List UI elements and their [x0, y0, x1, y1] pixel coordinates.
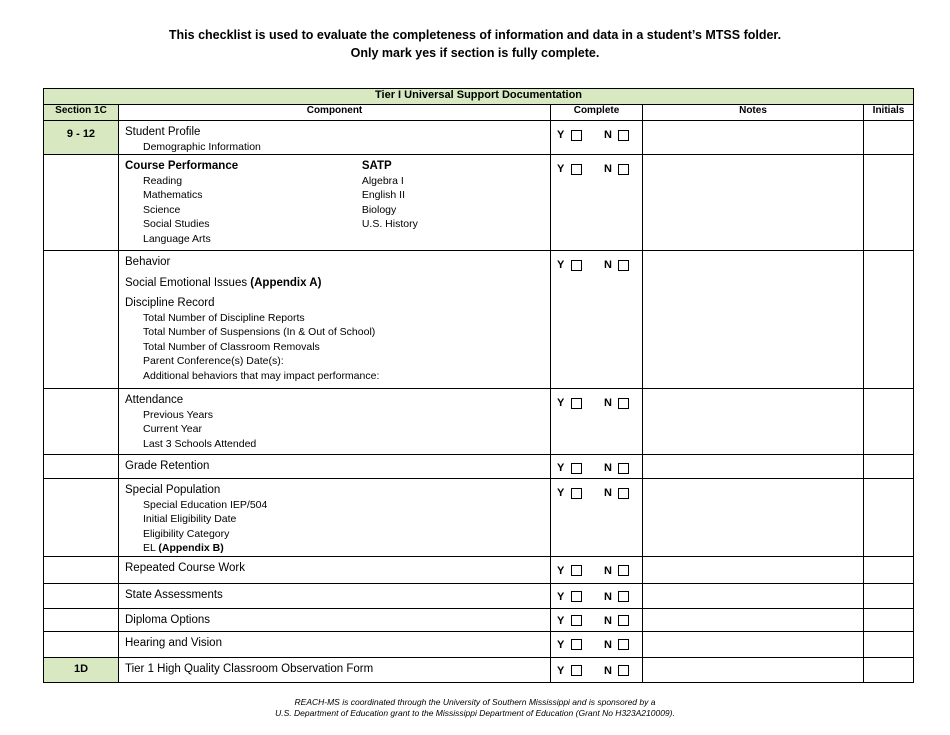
table-row: [44, 631, 914, 657]
yes-checkbox[interactable]: [571, 130, 582, 141]
initials-cell[interactable]: [864, 251, 914, 389]
grade-retention-title: Grade Retention: [125, 460, 210, 473]
notes-cell[interactable]: [643, 251, 864, 389]
special-population-item: Eligibility Category: [143, 527, 230, 540]
attendance-item: Current Year: [143, 423, 202, 436]
complete-cell: [551, 251, 643, 389]
component-observation-form: [119, 657, 551, 682]
yes-checkbox[interactable]: [571, 164, 582, 175]
component-course-performance: [119, 155, 551, 251]
table-row: [44, 657, 914, 682]
section-cell-empty: [44, 556, 119, 583]
notes-cell[interactable]: [643, 455, 864, 479]
yes-label: Y: [557, 487, 565, 500]
course-item: Reading: [143, 174, 183, 187]
complete-cell: [551, 657, 643, 682]
behavior-title: Behavior: [125, 256, 171, 269]
yes-checkbox[interactable]: [571, 591, 582, 602]
complete-cell: [551, 479, 643, 557]
satp-item: Biology: [361, 203, 397, 216]
yes-label: Y: [557, 259, 565, 272]
no-label: N: [604, 259, 612, 272]
no-checkbox[interactable]: [618, 130, 629, 141]
table-row: [44, 479, 914, 557]
initials-cell[interactable]: [864, 455, 914, 479]
yes-checkbox[interactable]: [571, 639, 582, 650]
component-grade-retention: [119, 455, 551, 479]
tier1-checklist-table: [43, 88, 914, 683]
component-behavior: [119, 251, 551, 389]
hearing-vision-title: Hearing and Vision: [125, 636, 222, 649]
intro-line-2: Only mark yes if section is fully complete.: [350, 46, 600, 60]
discipline-item: Additional behaviors that may impact performance:: [143, 369, 380, 382]
yes-checkbox[interactable]: [571, 565, 582, 576]
yes-checkbox[interactable]: [571, 463, 582, 474]
no-checkbox[interactable]: [618, 463, 629, 474]
social-emotional-label: Social Emotional Issues: [125, 276, 248, 289]
yes-label: Y: [557, 614, 565, 627]
section-cell-empty: [44, 631, 119, 657]
attendance-title: Attendance: [125, 394, 184, 407]
no-label: N: [604, 487, 612, 500]
section-cell-empty: [44, 479, 119, 557]
discipline-item: Total Number of Classroom Removals: [143, 340, 320, 353]
no-checkbox[interactable]: [618, 260, 629, 271]
notes-cell[interactable]: [643, 479, 864, 557]
no-label: N: [604, 163, 612, 176]
no-checkbox[interactable]: [618, 591, 629, 602]
no-checkbox[interactable]: [618, 565, 629, 576]
section-cell-empty: [44, 251, 119, 389]
course-item: Mathematics: [143, 189, 203, 202]
header-component: Component: [119, 105, 551, 121]
section-cell-empty: [44, 389, 119, 455]
appendix-b-ref: (Appendix B): [158, 542, 224, 555]
diploma-options-title: Diploma Options: [125, 613, 211, 626]
table-row: [44, 251, 914, 389]
intro-line-1: This checklist is used to evaluate the completeness of information and data in a student’s MTSS folder.: [168, 28, 782, 42]
no-label: N: [604, 462, 612, 475]
no-checkbox[interactable]: [618, 488, 629, 499]
section-cell-empty: [44, 455, 119, 479]
header-complete: Complete: [551, 105, 643, 121]
initials-cell[interactable]: [864, 121, 914, 155]
discipline-item: Parent Conference(s) Date(s):: [143, 355, 284, 368]
table-row: [44, 155, 914, 251]
no-checkbox[interactable]: [618, 398, 629, 409]
satp-item: Algebra I: [361, 174, 404, 187]
course-item: Language Arts: [143, 232, 211, 245]
no-checkbox[interactable]: [618, 615, 629, 626]
yes-checkbox[interactable]: [571, 398, 582, 409]
no-label: N: [604, 614, 612, 627]
student-profile-title: Student Profile: [125, 126, 201, 138]
section-cell-empty: [44, 583, 119, 608]
complete-cell: [551, 121, 643, 155]
no-label: N: [604, 397, 612, 410]
course-performance-title: Course Performance: [125, 160, 239, 173]
notes-cell[interactable]: [643, 121, 864, 155]
complete-cell: [551, 556, 643, 583]
course-item: Social Studies: [143, 218, 210, 231]
header-initials: Initials: [864, 105, 914, 121]
satp-item: English II: [361, 189, 406, 202]
yes-label: Y: [557, 163, 565, 176]
complete-cell: [551, 583, 643, 608]
section-cell-empty: [44, 608, 119, 631]
table-title-row: [44, 89, 914, 105]
table-title: Tier I Universal Support Documentation: [44, 89, 914, 105]
complete-cell: [551, 155, 643, 251]
complete-cell: [551, 455, 643, 479]
attendance-item: Previous Years: [143, 408, 214, 421]
yes-label: Y: [557, 129, 565, 141]
notes-cell[interactable]: [643, 556, 864, 583]
no-label: N: [604, 129, 612, 141]
no-label: N: [604, 564, 612, 577]
yes-label: Y: [557, 590, 565, 603]
el-label: EL: [143, 542, 156, 555]
table-row: [44, 455, 914, 479]
notes-cell[interactable]: [643, 631, 864, 657]
initials-cell[interactable]: [864, 631, 914, 657]
appendix-a-ref: (Appendix A): [250, 276, 322, 289]
special-population-el: [125, 541, 544, 556]
special-population-item: Initial Eligibility Date: [143, 513, 237, 526]
yes-checkbox[interactable]: [571, 615, 582, 626]
no-checkbox[interactable]: [618, 164, 629, 175]
initials-cell[interactable]: [864, 479, 914, 557]
section-1d-cell: 1D: [44, 657, 119, 682]
yes-label: Y: [557, 462, 565, 475]
notes-cell[interactable]: [643, 657, 864, 682]
table-header-row: [44, 105, 914, 121]
footer-line-1: REACH-MS is coordinated through the University of Southern Mississippi and is sponsored by a: [294, 697, 656, 707]
repeated-course-work-title: Repeated Course Work: [125, 561, 245, 574]
section-cell-empty: [44, 155, 119, 251]
grade-band-cell: 9 - 12: [44, 121, 119, 155]
discipline-item: Total Number of Discipline Reports: [143, 311, 305, 324]
notes-cell[interactable]: [643, 389, 864, 455]
initials-cell[interactable]: [864, 657, 914, 682]
table-row: [44, 121, 914, 155]
initials-cell[interactable]: [864, 556, 914, 583]
no-label: N: [604, 590, 612, 603]
social-emotional-issues: [125, 276, 544, 291]
complete-cell: [551, 631, 643, 657]
discipline-record-title: Discipline Record: [125, 297, 215, 310]
footer-line-2: U.S. Department of Education grant to the Mississippi Department of Education (Grant No H323A210009).: [275, 708, 675, 718]
yes-label: Y: [557, 397, 565, 410]
table-row: [44, 389, 914, 455]
student-profile-item: Demographic Information: [143, 140, 261, 153]
initials-cell[interactable]: [864, 389, 914, 455]
notes-cell[interactable]: [643, 608, 864, 631]
notes-cell[interactable]: [643, 155, 864, 251]
table-row: [44, 583, 914, 608]
header-notes: Notes: [643, 105, 864, 121]
course-item: Science: [143, 203, 181, 216]
yes-checkbox[interactable]: [571, 488, 582, 499]
header-section: Section 1C: [44, 105, 119, 121]
no-checkbox[interactable]: [618, 665, 629, 676]
component-attendance: [119, 389, 551, 455]
component-repeated-course-work: [119, 556, 551, 583]
discipline-item: Total Number of Suspensions (In & Out of School): [143, 326, 376, 339]
initials-cell[interactable]: [864, 608, 914, 631]
no-label: N: [604, 638, 612, 651]
table-row: [44, 556, 914, 583]
special-population-item: Special Education IEP/504: [143, 498, 268, 511]
component-student-profile: [119, 121, 551, 155]
footer: [0, 697, 950, 719]
table-row: [44, 608, 914, 631]
no-checkbox[interactable]: [618, 639, 629, 650]
initials-cell[interactable]: [864, 155, 914, 251]
attendance-item: Last 3 Schools Attended: [143, 437, 257, 450]
component-hearing-vision: [119, 631, 551, 657]
satp-item: U.S. History: [361, 218, 418, 231]
complete-cell: [551, 389, 643, 455]
intro-text: [0, 26, 950, 62]
yes-checkbox[interactable]: [571, 260, 582, 271]
observation-form-title: Tier 1 High Quality Classroom Observation Form: [125, 662, 374, 675]
yes-label: Y: [557, 638, 565, 651]
notes-cell[interactable]: [643, 583, 864, 608]
special-population-title: Special Population: [125, 484, 221, 497]
yes-checkbox[interactable]: [571, 665, 582, 676]
complete-cell: [551, 608, 643, 631]
initials-cell[interactable]: [864, 583, 914, 608]
component-state-assessments: [119, 583, 551, 608]
component-special-population: [119, 479, 551, 557]
state-assessments-title: State Assessments: [125, 588, 223, 601]
satp-title: SATP: [361, 160, 392, 173]
yes-label: Y: [557, 664, 565, 677]
yes-label: Y: [557, 564, 565, 577]
no-label: N: [604, 664, 612, 677]
component-diploma-options: [119, 608, 551, 631]
